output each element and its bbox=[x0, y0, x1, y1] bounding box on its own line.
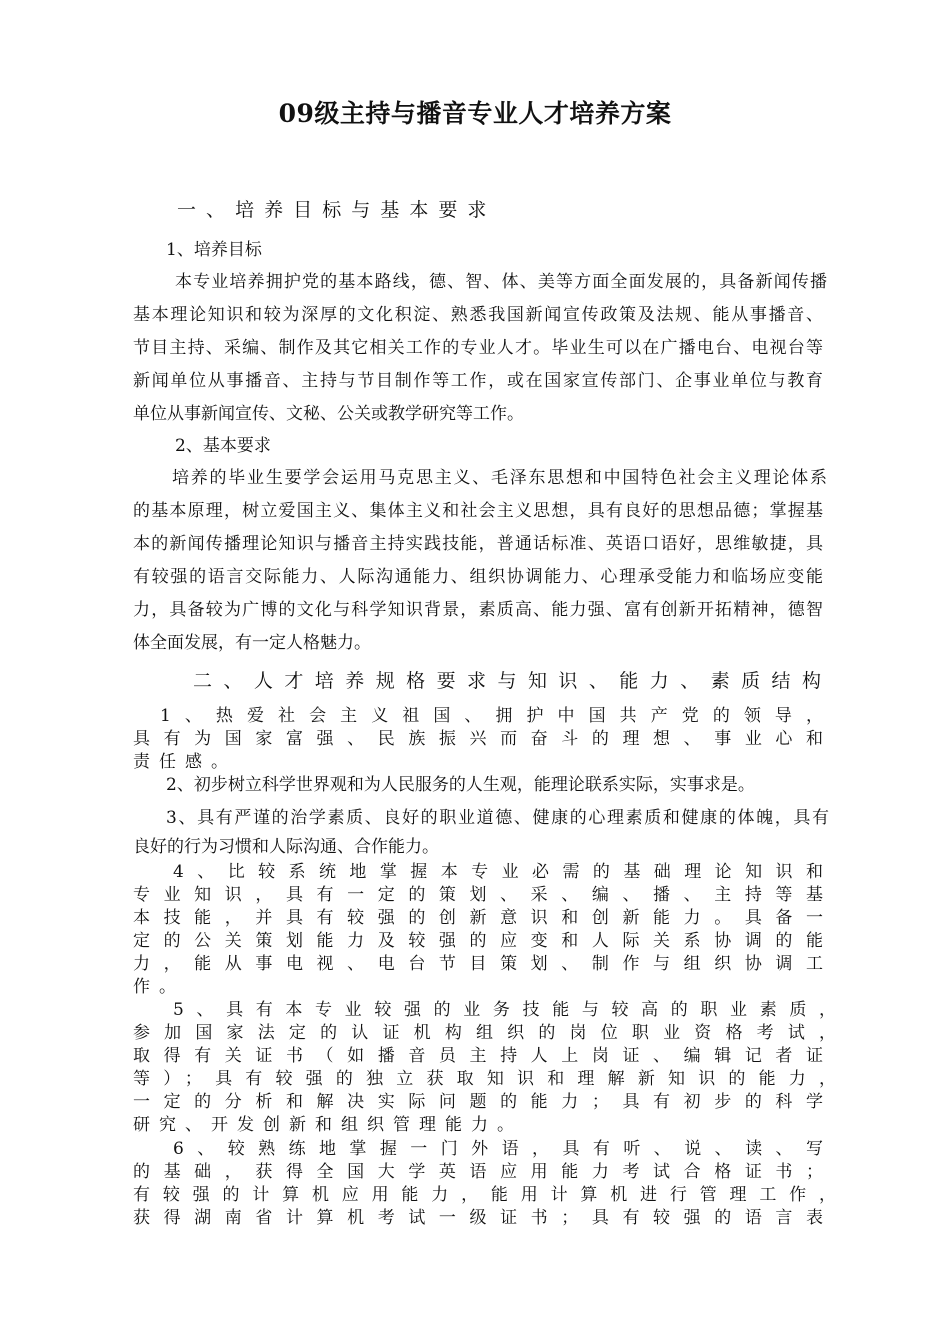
list-item-line: 责任感。 bbox=[133, 752, 237, 772]
list-item-line: 良好的行为习惯和人际沟通、合作能力。 bbox=[133, 837, 439, 857]
list-item-line: 有较强的计算机应用能力，能用计算机进行管理工作， bbox=[133, 1185, 836, 1205]
section-1-heading: 一 、 培 养 目 标 与 基 本 要 求 bbox=[177, 199, 489, 221]
list-item-line: 的基础，获得全国大学英语应用能力考试合格证书； bbox=[133, 1162, 823, 1182]
document-title: 09级主持与播音专业人才培养方案 bbox=[278, 99, 672, 128]
list-item-line: 专业知识，具有一定的策划、采、编、播、主持等基 bbox=[133, 885, 823, 905]
paragraph-line: 节目主持、采编、制作及其它相关工作的专业人才。毕业生可以在广播电台、电视台等 bbox=[133, 338, 823, 358]
list-item-line: 3、具有严谨的治学素质、良好的职业道德、健康的心理素质和健康的体魄，具有 bbox=[166, 808, 829, 828]
list-item-line: 等）；具有较强的独立获取知识和理解新知识的能力， bbox=[133, 1069, 836, 1089]
list-item-line: 具有为国家富强、民族振兴而奋斗的理想、事业心和 bbox=[133, 729, 823, 749]
list-item-line: 2、初步树立科学世界观和为人民服务的人生观，能理论联系实际，实事求是。 bbox=[166, 775, 755, 795]
list-item-line: 参加国家法定的认证机构组织的岗位职业资格考试， bbox=[133, 1023, 836, 1043]
list-item-line: 4、比较系统地掌握本专业必需的基础理论知识和 bbox=[173, 862, 823, 882]
list-item-line: 获得湖南省计算机考试一级证书；具有较强的语言表 bbox=[133, 1208, 823, 1228]
paragraph-line: 力，具备较为广博的文化与科学知识背景，素质高、能力强、富有创新开拓精神，德智 bbox=[133, 600, 823, 620]
list-item-line: 研究、开发创新和组织管理能力。 bbox=[133, 1115, 523, 1135]
paragraph-line: 体全面发展，有一定人格魅力。 bbox=[133, 633, 371, 653]
list-item-line: 1、热爱社会主义祖国、拥护中国共产党的领导， bbox=[160, 706, 823, 726]
list-item-line: 作。 bbox=[133, 977, 185, 997]
subsection-1-heading: 1、培养目标 bbox=[166, 240, 262, 260]
list-item-line: 一定的分析和解决实际问题的能力；具有初步的科学 bbox=[133, 1092, 823, 1112]
paragraph-line: 基本理论知识和较为深厚的文化积淀、熟悉我国新闻宣传政策及法规、能从事播音、 bbox=[133, 305, 823, 325]
section-2-heading: 二 、 人 才 培 养 规 格 要 求 与 知 识 、 能 力 、 素 质 结 构 bbox=[193, 670, 821, 692]
list-item-line: 6、较熟练地掌握一门外语，具有听、说、读、写 bbox=[173, 1139, 823, 1159]
list-item-line: 定的公关策划能力及较强的应变和人际关系协调的能 bbox=[133, 931, 823, 951]
paragraph-line: 本专业培养拥护党的基本路线，德、智、体、美等方面全面发展的，具备新闻传播 bbox=[175, 272, 827, 292]
paragraph-line: 单位从事新闻宣传、文秘、公关或教学研究等工作。 bbox=[133, 404, 524, 424]
subsection-2-heading: 2、基本要求 bbox=[175, 436, 271, 456]
paragraph-line: 培养的毕业生要学会运用马克思主义、毛泽东思想和中国特色社会主义理论体系 bbox=[172, 468, 827, 488]
list-item-line: 5、具有本专业较强的业务技能与较高的职业素质， bbox=[173, 1000, 836, 1020]
paragraph-line: 的基本原理，树立爱国主义、集体主义和社会主义思想，具有良好的思想品德；掌握基 bbox=[133, 501, 823, 521]
paragraph-line: 新闻单位从事播音、主持与节目制作等工作，或在国家宣传部门、企事业单位与教育 bbox=[133, 371, 823, 391]
list-item-line: 力，能从事电视、电台节目策划、制作与组织协调工 bbox=[133, 954, 823, 974]
list-item-line: 本技能，并具有较强的创新意识和创新能力。具备一 bbox=[133, 908, 823, 928]
list-item-line: 取得有关证书（如播音员主持人上岗证、编辑记者证 bbox=[133, 1046, 823, 1066]
paragraph-line: 本的新闻传播理论知识与播音主持实践技能，普通话标准、英语口语好，思维敏捷，具 bbox=[133, 534, 823, 554]
paragraph-line: 有较强的语言交际能力、人际沟通能力、组织协调能力、心理承受能力和临场应变能 bbox=[133, 567, 823, 587]
